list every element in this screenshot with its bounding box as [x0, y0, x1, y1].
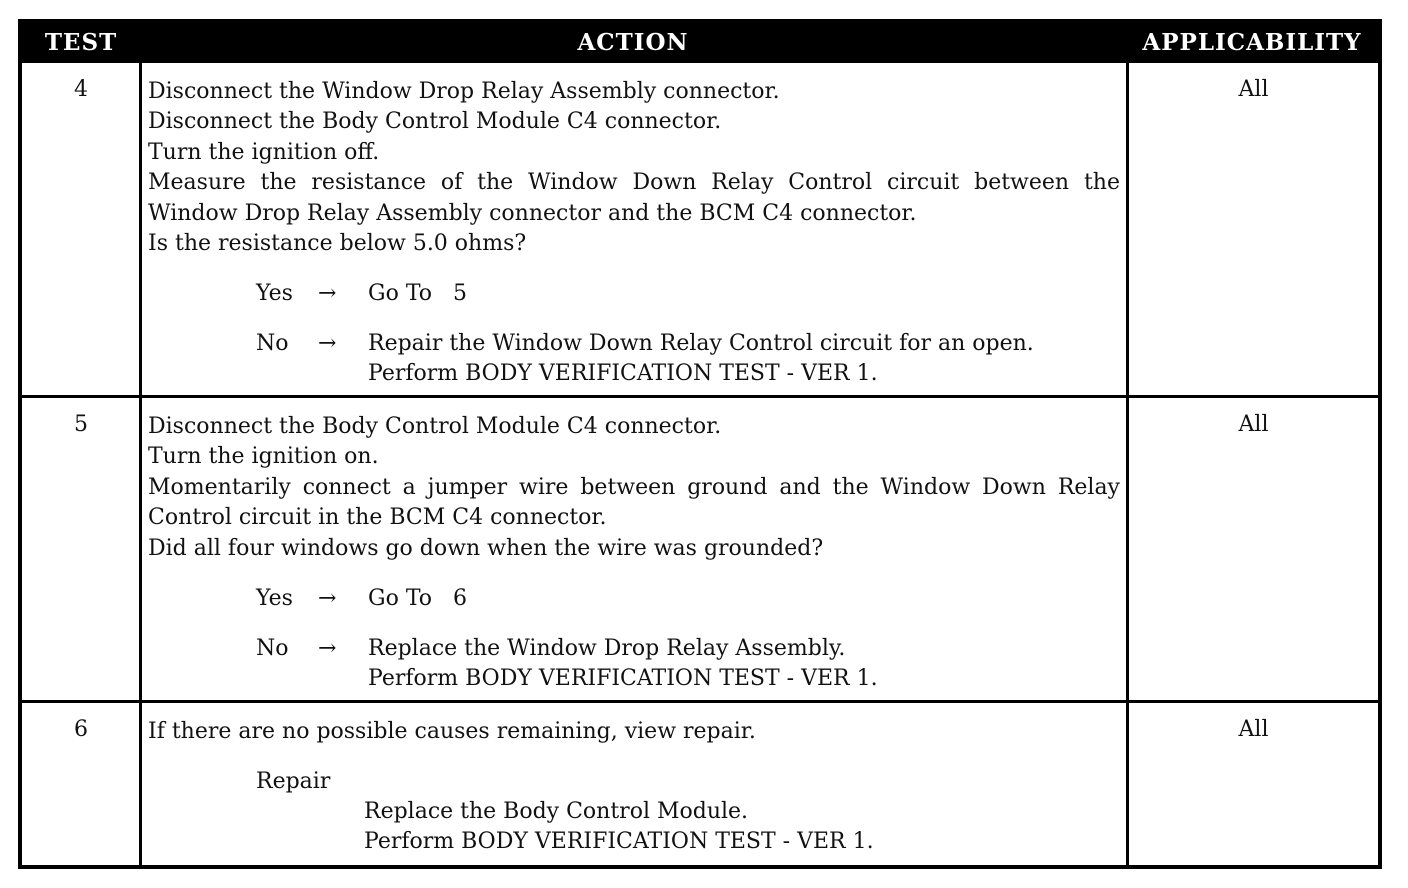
diagnostic-table: [18, 19, 1382, 869]
no-result-continued: [148, 664, 1120, 694]
yes-result: Go To 6: [368, 586, 467, 612]
repair-label: Repair: [256, 769, 331, 795]
no-result-continued: [148, 359, 1120, 389]
action-line: Disconnect the Window Drop Relay Assembly connector.: [148, 79, 780, 104]
no-option: [148, 329, 1120, 359]
verification-step: Perform BODY VERIFICATION TEST - VER 1.: [368, 361, 878, 387]
test-number: 4: [74, 77, 88, 102]
test-number: 5: [74, 412, 88, 437]
table-row: [22, 703, 1378, 865]
yes-option: [148, 584, 1120, 614]
repair-step-text: Replace the Body Control Module.: [364, 799, 749, 825]
header-test: TEST: [44, 29, 118, 56]
applicability-value: All: [1238, 77, 1269, 102]
table-row: [22, 398, 1378, 700]
no-result: Repair the Window Down Relay Control circuit for an open.: [368, 331, 1034, 357]
action-line: Window Drop Relay Assembly connector and the BCM C4 connector.: [148, 200, 917, 226]
action-line: If there are no possible causes remaining, view repair.: [148, 719, 756, 744]
no-result: Replace the Window Drop Relay Assembly.: [368, 636, 846, 662]
no-option: [148, 634, 1120, 664]
action-line: Disconnect the Body Control Module C4 connector.: [148, 414, 722, 439]
verification-step: Perform BODY VERIFICATION TEST - VER 1.: [368, 666, 878, 692]
test-number: 6: [74, 717, 88, 742]
action-line: Control circuit in the BCM C4 connector.: [148, 505, 607, 531]
applicability-value: All: [1238, 412, 1269, 437]
action-line: Disconnect the Body Control Module C4 connector.: [148, 109, 722, 135]
header-applicability: APPLICABILITY: [1142, 29, 1362, 56]
yes-result: Go To 5: [368, 281, 467, 307]
verification-step: Perform BODY VERIFICATION TEST - VER 1.: [364, 829, 874, 855]
action-cell: [148, 77, 1120, 389]
arrow-right-icon: →: [318, 586, 337, 612]
applicability-value: All: [1238, 717, 1269, 742]
header-action: ACTION: [577, 29, 689, 56]
no-label: No: [256, 636, 289, 662]
action-line: Momentarily connect a jumper wire between ground and the Window Down Relay: [148, 474, 1120, 500]
action-cell: [148, 412, 1120, 694]
repair-heading: [148, 767, 1120, 797]
arrow-right-icon: →: [318, 636, 337, 662]
action-line: Did all four windows go down when the wire was grounded?: [148, 535, 824, 561]
arrow-right-icon: →: [318, 331, 337, 357]
yes-option: [148, 279, 1120, 309]
repair-step: [148, 827, 1120, 857]
action-line: Measure the resistance of the Window Down Relay Control circuit between the: [148, 170, 1120, 196]
yes-label: Yes: [256, 281, 293, 307]
table-header: [22, 23, 1378, 63]
table-row: [22, 63, 1378, 395]
arrow-right-icon: →: [318, 281, 337, 307]
action-cell: [148, 717, 1120, 857]
action-line: Is the resistance below 5.0 ohms?: [148, 231, 527, 257]
repair-step: [148, 797, 1120, 827]
action-line: Turn the ignition off.: [148, 139, 380, 165]
action-line: Turn the ignition on.: [148, 444, 379, 470]
no-label: No: [256, 331, 289, 357]
yes-label: Yes: [256, 586, 293, 612]
